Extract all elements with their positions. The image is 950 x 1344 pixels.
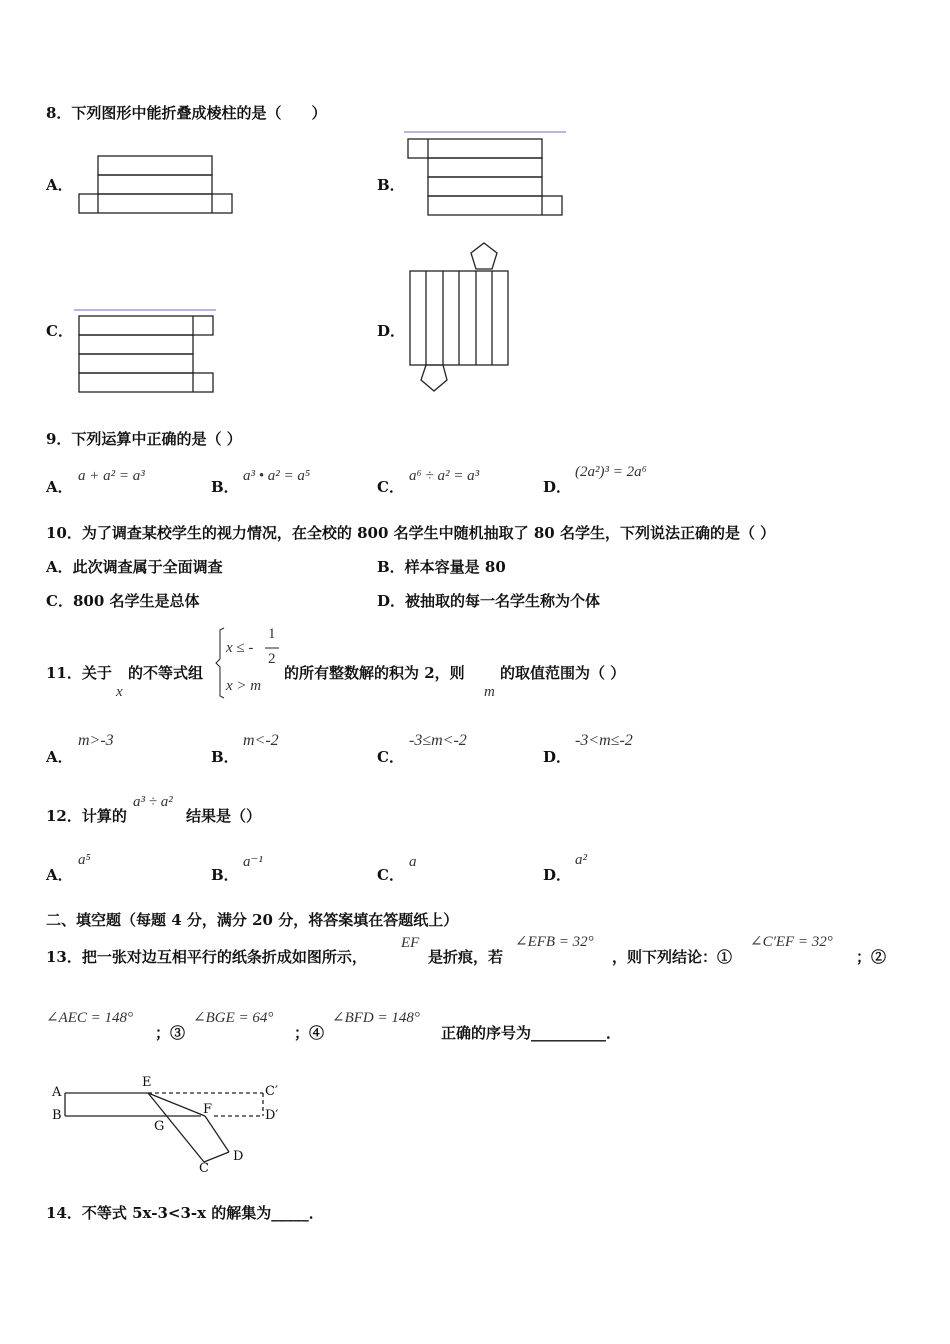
q12-option-b-label: B．: [211, 866, 239, 884]
q10-option-c: C．800 名学生是总体: [46, 592, 200, 610]
q13-text2: ，则下列结论：①: [612, 948, 733, 966]
q11-line2: x > m: [226, 678, 262, 694]
q13-fig-label-g: G: [154, 1119, 165, 1134]
q14-stem: 14．不等式 5x-3<3-x 的解集为_____．: [46, 1204, 324, 1222]
section2-heading: 二、填空题（每题 4 分，满分 20 分，将答案填在答题纸上）: [46, 911, 459, 929]
q11-system-brace: [214, 626, 226, 700]
q9-stem: 9．下列运算中正确的是（ ）: [46, 430, 242, 448]
q13-conclusion-3: ∠BGE = 64°: [193, 1010, 274, 1026]
q11-option-b-expr: m<-2: [243, 732, 279, 749]
q13-text1: 是折痕，若: [428, 948, 504, 966]
q13-fig-label-f: F: [203, 1102, 213, 1117]
q13-ef: EF: [401, 935, 420, 951]
q11-var-m: m: [484, 684, 495, 700]
q11-option-d-label: D．: [543, 748, 572, 766]
q12-expr: a³ ÷ a²: [133, 794, 173, 810]
q11-mid: 的不等式组: [128, 664, 204, 682]
q13-sep-3: ；③: [155, 1024, 186, 1042]
q8-option-c-label: C．: [46, 322, 73, 340]
q9-option-a-label: A．: [46, 478, 73, 496]
q13-conclusion-2: ∠AEC = 148°: [46, 1010, 134, 1026]
q11-prefix: 11．关于: [46, 664, 112, 682]
q13-condition: ∠EFB = 32°: [515, 934, 594, 950]
q11-option-b-label: B．: [211, 748, 239, 766]
q12-option-d-label: D．: [543, 866, 572, 884]
q11-frac-den: 2: [268, 651, 276, 667]
q8-figure-a: [78, 154, 238, 216]
q13-figure: [48, 1072, 294, 1176]
q9-option-c-expr: a⁶ ÷ a² = a³: [409, 468, 480, 484]
q10-option-a: A．此次调查属于全面调查: [46, 558, 223, 576]
q9-option-a-expr: a + a² = a³: [78, 468, 145, 484]
q8-figure-b: [404, 128, 570, 218]
q12-option-b-expr: a⁻¹: [243, 854, 263, 870]
q11-frac-num: 1: [268, 626, 276, 642]
q12-option-d-expr: a²: [575, 852, 587, 868]
q12-suffix: 结果是（）: [186, 807, 262, 825]
q13-conclusion-4: ∠BFD = 148°: [332, 1010, 420, 1026]
q13-prefix: 13．把一张对边互相平行的纸条折成如图所示，: [46, 948, 367, 966]
q13-fig-label-c: C: [199, 1161, 209, 1176]
q13-tail: 正确的序号为__________．: [441, 1024, 622, 1042]
q11-option-d-expr: -3<m≤-2: [575, 732, 633, 749]
q9-option-b-expr: a³ • a² = a⁵: [243, 468, 311, 484]
q12-option-c-label: C．: [377, 866, 404, 884]
q12-option-c-expr: a: [409, 854, 417, 870]
q13-conclusion-1: ∠C′EF = 32°: [750, 934, 833, 950]
q8-option-d-label: D．: [377, 322, 406, 340]
q12-option-a-label: A．: [46, 866, 73, 884]
q9-option-b-label: B．: [211, 478, 239, 496]
q12-option-a-expr: a⁵: [78, 852, 91, 868]
q13-fig-label-b: B: [52, 1108, 62, 1123]
q13-fig-label-e: E: [142, 1075, 152, 1090]
q9-option-d-label: D．: [543, 478, 572, 496]
q11-option-a-expr: m>-3: [78, 732, 114, 749]
q11-suffix2: 的取值范围为（ ）: [500, 664, 626, 682]
q8-option-a-label: A．: [46, 176, 73, 194]
q8-stem: 8．下列图形中能折叠成棱柱的是（ ）: [46, 104, 327, 122]
q13-fig-label-d: D: [233, 1149, 244, 1164]
q9-option-d-expr: (2a²)³ = 2a⁶: [575, 464, 647, 480]
q9-option-c-label: C．: [377, 478, 404, 496]
q10-stem: 10．为了调查某校学生的视力情况，在全校的 800 名学生中随机抽取了 80 名学生，下列说法正确的是（ ）: [46, 524, 776, 542]
q11-option-c-label: C．: [377, 748, 404, 766]
q13-fig-label-d-prime: D′: [265, 1108, 279, 1123]
q13-fig-label-c-prime: C′: [265, 1084, 278, 1099]
q11-option-a-label: A．: [46, 748, 73, 766]
q11-var-x: x: [116, 684, 123, 700]
q8-figure-c: [74, 306, 220, 396]
q11-line1: x ≤ -: [226, 640, 254, 656]
q10-option-d: D．被抽取的每一名学生称为个体: [377, 592, 601, 610]
q11-option-c-expr: -3≤m<-2: [409, 732, 467, 749]
q12-prefix: 12．计算的: [46, 807, 127, 825]
q11-suffix1: 的所有整数解的积为 2，则: [284, 664, 465, 682]
q8-option-b-label: B．: [377, 176, 405, 194]
q13-fig-label-a: A: [52, 1085, 62, 1100]
q11-frac-bar: [265, 647, 281, 649]
q8-figure-d: [405, 240, 515, 396]
q13-sep-2: ；②: [856, 948, 887, 966]
q10-option-b: B．样本容量是 80: [377, 558, 506, 576]
q13-sep-4: ；④: [294, 1024, 325, 1042]
